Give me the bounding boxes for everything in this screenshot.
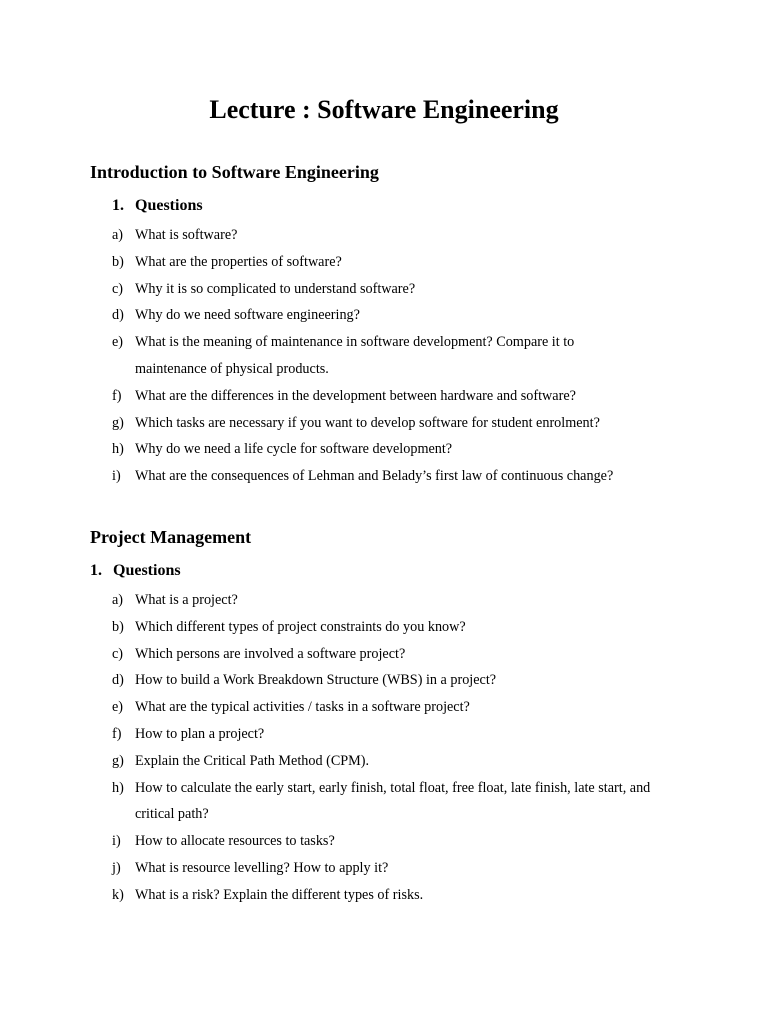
question-text: What is software? [135, 227, 238, 243]
question-text: Which tasks are necessary if you want to develop software for student enrolment? [135, 414, 600, 431]
question-item [112, 641, 692, 668]
question-item [112, 249, 692, 276]
question-item [112, 828, 692, 855]
question-list [112, 587, 692, 909]
question-text: What is resource levelling? How to apply it? [135, 859, 389, 876]
sub-heading-questions [90, 560, 181, 582]
sub-heading-number: 1. [112, 197, 124, 214]
question-marker: h) [112, 441, 124, 458]
question-item [112, 882, 692, 909]
question-item [112, 410, 692, 437]
question-item [112, 463, 692, 490]
question-item [112, 775, 683, 829]
question-item [112, 748, 692, 775]
question-text: Explain the Critical Path Method (CPM). [135, 752, 370, 769]
question-item [112, 667, 692, 694]
question-text: How to build a Work Breakdown Structure (WBS) in a project? [135, 672, 497, 689]
question-item [112, 721, 692, 748]
question-marker: k) [112, 886, 124, 903]
question-text: How to allocate resources to tasks? [135, 833, 335, 850]
section-heading: Project Management [90, 527, 252, 547]
question-marker: c) [112, 280, 124, 297]
question-item [112, 302, 692, 329]
question-item [112, 329, 630, 383]
question-marker: g) [112, 752, 124, 769]
question-text: What is the meaning of maintenance in software development? Compare it to maintenance of physical products. [135, 334, 575, 377]
question-text: Why it is so complicated to understand software? [135, 280, 416, 297]
question-text: What is a project? [135, 592, 238, 608]
question-text: What are the differences in the development between hardware and software? [135, 387, 576, 404]
sub-heading-number: 1. [90, 562, 102, 579]
question-marker: a) [112, 227, 124, 243]
question-marker: j) [112, 859, 121, 876]
question-marker: e) [112, 699, 124, 716]
page-title: Lecture : Software Engineering [209, 95, 559, 124]
question-text: What are the properties of software? [135, 253, 342, 270]
question-marker: b) [112, 618, 124, 635]
question-marker: i) [112, 833, 121, 850]
question-text: What is a risk? Explain the different types of risks. [135, 886, 424, 903]
question-marker: g) [112, 414, 124, 431]
question-text: Which persons are involved a software project? [135, 645, 406, 662]
question-text: Which different types of project constraints do you know? [135, 618, 466, 635]
question-marker: d) [112, 672, 124, 689]
question-item [112, 587, 692, 614]
question-item [112, 222, 692, 249]
question-list [112, 222, 692, 490]
question-item [112, 383, 692, 410]
question-marker: d) [112, 307, 124, 324]
question-item [112, 276, 692, 303]
sub-heading-questions [112, 195, 203, 217]
question-item [112, 855, 692, 882]
question-text: What are the typical activities / tasks in a software project? [135, 699, 470, 716]
question-item [112, 694, 692, 721]
question-text: How to calculate the early start, early finish, total float, free float, late finish, late start, and critical path? [135, 779, 651, 823]
section-heading: Introduction to Software Engineering [90, 162, 379, 182]
question-marker: f) [112, 387, 122, 404]
question-marker: c) [112, 645, 124, 662]
question-text: Why do we need a life cycle for software development? [135, 441, 453, 458]
question-marker: b) [112, 253, 124, 270]
question-marker: e) [112, 334, 124, 351]
sub-heading-label: Questions [135, 197, 203, 214]
question-text: How to plan a project? [135, 725, 265, 742]
question-marker: a) [112, 592, 124, 608]
question-text: Why do we need software engineering? [135, 307, 360, 324]
sub-heading-label: Questions [113, 562, 181, 579]
question-item [112, 614, 692, 641]
question-marker: f) [112, 725, 122, 742]
question-item [112, 436, 692, 463]
question-marker: h) [112, 779, 124, 796]
question-text: What are the consequences of Lehman and Belady’s first law of continuous change? [135, 468, 614, 485]
question-marker: i) [112, 468, 121, 485]
